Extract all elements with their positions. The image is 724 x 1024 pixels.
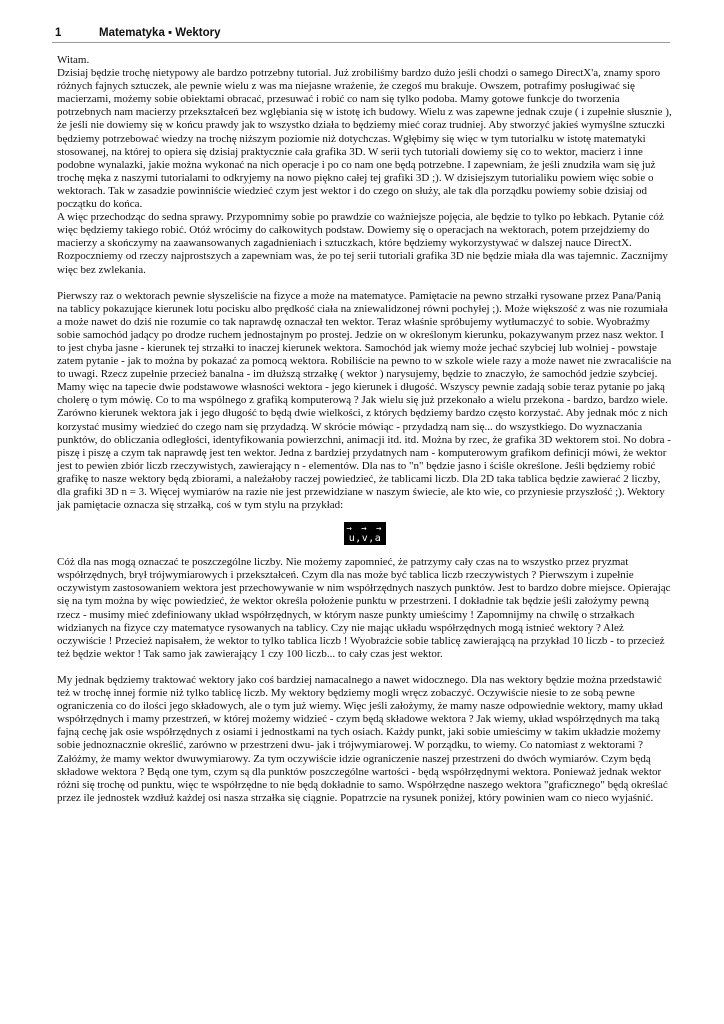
vector-arrows: → → →	[346, 523, 384, 534]
plan-paragraph: A więc przechodząc do sedna sprawy. Przypomnimy sobie po prawdzie co ważniejsze pojęcia, ale będzie to tylko po łebkach. Pytanie cóż więc będziemy takiego robić. Otóż wrócimy do całkowitych podstaw. Dowiemy się o operacjach na wektorach, potem przejdziemy do macierzy a skończymy na zaawansowanych zagadnieniach i sztuczkach, które będziemy wykorzystywać w dalszej nauce DirectX. Rozpoczniemy od rzeczy najprostszych a zapewniam was, że po tej serii tutoriali grafika 3D nie będzie miała dla was tajemnic. Zacznijmy więc bez zwlekania.	[57, 211, 668, 276]
vector-symbols: u,v,a	[348, 532, 382, 544]
vector-notation-figure	[57, 522, 673, 545]
vector-notation-image	[344, 522, 386, 545]
coordinates-paragraph: Cóż dla nas mogą oznaczać te poszczególne liczby. Nie możemy zapomnieć, że patrzymy cały czas na to wszystko przez pryzmat współrzędnych, brył trójwymiarowych i przekształceń. Czym dla nas może być tablica liczb rzeczywistych ? Pierwszym i zupełnie oczywistym zastosowaniem wektora jest przechowywanie w nim współrzędnych naszych punktów. Jest to bardzo dobre miejsce. Opierając się na tym można by więc powiedzieć, że wektor określa położenie punktu w przestrzeni. I dokładnie tak będzie jeśli założymy pewną rzecz - musimy mieć zdefiniowany układ współrzędnych, w którym nasze punkty umieścimy ! Zapomnijmy na chwilę o strzałkach widzianych na fizyce czy matematyce rysowanych na tablicy. Czy nie mając układu współrzędnych mogą istnieć wektory ? Ależ oczywiście ! Przecież napisałem, że wektor to tylko tablica liczb ! Wyobraźcie sobie tablicę zawierającą na przykład 10 liczb - to przecież też będzie wektor ! Tak samo jak zawierający 1 czy 100 liczb... to cały czas jest wektor.	[57, 556, 671, 660]
page-number: 1	[55, 27, 62, 39]
greeting-paragraph: Witam.	[57, 54, 90, 66]
intro-paragraph: Dzisiaj będzie trochę nietypowy ale bardzo potrzebny tutorial. Już zrobiliśmy bardzo dużo jeśli chodzi o samego DirectX'a, znamy sporo różnych fajnych sztuczek, ale pewnie wielu z was ma niejasne wrażenie, że czegoś mu brakuje. Owszem, potrafimy posługiwać się macierzami, możemy sobie obiektami obracać, przesuwać i robić co nam się tylko podoba. Mamy gotowe funkcje do tworzenia potrzebnych nam macierzy przekształceń bez wglębiania się w istotę ich budowy. Wielu z was zapewne jednak czuje ( i zupełnie słusznie ), że jeśli nie dowiemy się w końcu prawdy jak to wszystko działa to będziemy mieć coraz trudniej. Aby stworzyć jakieś wymyślne sztuczki będziemy potrzebować wiedzy na trochę niższym poziomie niż dotychczas. Wgłębimy się więc w tym tutorialku w istotę matematyki stosowanej, na której to opiera się dzisiaj praktycznie cała grafika 3D. W serii tych tutoriali dowiemy się co to wektor, macierz i inne podobne wynalazki, jakie można wykonać na nich operacje i po co nam one będą potrzebne. I zapewniam, że jeśli znudziła wam się już trochę męka z naszymi tutorialami to odkryjemy na nowo piękno całej tej grafiki 3D ;). W dzisiejszym tutorialiku powiem więc sobie o wektorach. Tak w zasadzie powinniście wiedzieć czym jest wektor i do czego on służy, ale tak dla porządku powiemy sobie dzisiaj od początku do końca.	[57, 67, 672, 211]
page-header	[52, 26, 670, 43]
page-title: Matematyka ▪ Wektory	[99, 27, 221, 39]
vector-definition-paragraph: Pierwszy raz o wektorach pewnie słyszeliście na fizyce a może na matematyce. Pamiętacie na pewno strzałki rysowane przez Pana/Panią na tablicy pokazujące kierunek lotu pocisku albo prędkość ciała na zniewalidzonej równi pochyłej ;). Może większość z was nie rozumiała a może nawet do dziś nie rozumie co tak naprawdę oznaczał ten wektor. Teraz właśnie spróbujemy wytłumaczyć to sobie. Wyobraźmy sobie samochód jadący po drodze ruchem jednostajnym po prostej. Jedzie on w określonym kierunku, pokazywanym przez nasz wektor. I to jest chyba jasne - kierunek tej strzałki to inaczej kierunek wektora. Samochód jak wiemy może jechać szybciej lub wolniej - powstaje zatem pytanie - jak to można by pokazać za pomocą wektora. Robiliście na pewno to w szkole wiele razy a może nawet nie zwracaliście na to uwagi. Rzecz zupełnie przecież banalna - im dłuższą strzałkę ( wektor ) narysujemy, będzie to znaczyło, że samochód jedzie szybciej. Mamy więc na tapecie dwie podstawowe własności wektora - jego kierunek i długość. Wszyscy pewnie zadają sobie teraz pytanie po jaką cholerę o tym mówię. Co to ma wspólnego z grafiką komputerową ? Jak wielu się już przekonało a wielu przekona - bardzo, bardzo wiele. Zarówno kierunek wektora jak i jego długość to będą dwie wielkości, z których będziemy bardzo często korzystać. Aby jednak móc z nich korzystać musimy wiedzieć do czego nam się przydadzą. W skrócie mówiąc - przydadzą nam się... do wszystkiego. Do wyznaczania punktów, do obliczania odległości, identyfikowania powierzchni, animacji itd. itd. Można by rzec, że grafika 3D wektorem stoi. No dobra - piszę i piszę a czym tak naprawdę jest ten wektor. Jedna z bardziej przydatnych nam - komputerowym grafikom definicji mówi, że wektor jest to pewien zbiór liczb rzeczywistych, zawierający n - elementów. Dla nas to "n" będzie jasno i ściśle określone. Jeśli będziemy robić grafikę to nasze wektory będą zbiorami, a należałoby raczej powiedzieć, że tablicami liczb. Dla 2D taka tablica będzie zawierać 2 liczby, dla grafiki 3D n = 3. Więcej wymiarów na razie nie jest przewidziane w naszym świecie, ale kto wie, co przyniesie przyszłość ;). Wektory jak pamiętacie oznacza się strzałką, coś w tym stylu na przykład:	[57, 289, 672, 512]
body-text	[57, 54, 673, 805]
graphical-vector-paragraph: My jednak będziemy traktować wektory jako coś bardziej namacalnego a nawet widocznego. Dla nas wektory będzie można przedstawić też w trochę innej formie niż tylko tablicę liczb. My wektory będziemy mogli wręcz zobaczyć. Oczywiście niesie to ze sobą pewne ograniczenia co do ilości jego składowych, ale o tym już wiemy. Więc jeśli założymy, że mamy nasze odpowiednie wektory, mamy układ współrzędnych i mamy przestrzeń, w której możemy widzieć - czym będą składowe wektora ? Jak wiemy, układ współrzędnych ma taką fajną cechę jak osie współrzędnych z osiami i jednostkami na tych osiach. Każdy punkt, jaki sobie umieścimy w takim układzie możemy sobie jednoznacznie określić, zarówno w przestrzeni dwu- jak i trójwymiarowej. W porządku, to wiemy. Co natomiast z wektorami ? Załóżmy, że mamy wektor dwuwymiarowy. Za tym oczywiście idzie ograniczenie naszej przestrzeni do dwóch wymiarów. Czym będą składowe wektora ? Będą one tym, czym są dla punktów poszczególne wartości - będą współrzędnymi wektora. Ponieważ jednak wektor różni się trochę od punktu, więc te współrzędne to nie będą dokładnie to samo. Współrzędne naszego wektora "graficznego" będą określać przez ile jednostek wzdłuż każdej osi nasza strzałka się ciągnie. Popatrzcie na rysunek poniżej, który powinien wam co nieco wyjaśnić.	[57, 673, 668, 804]
